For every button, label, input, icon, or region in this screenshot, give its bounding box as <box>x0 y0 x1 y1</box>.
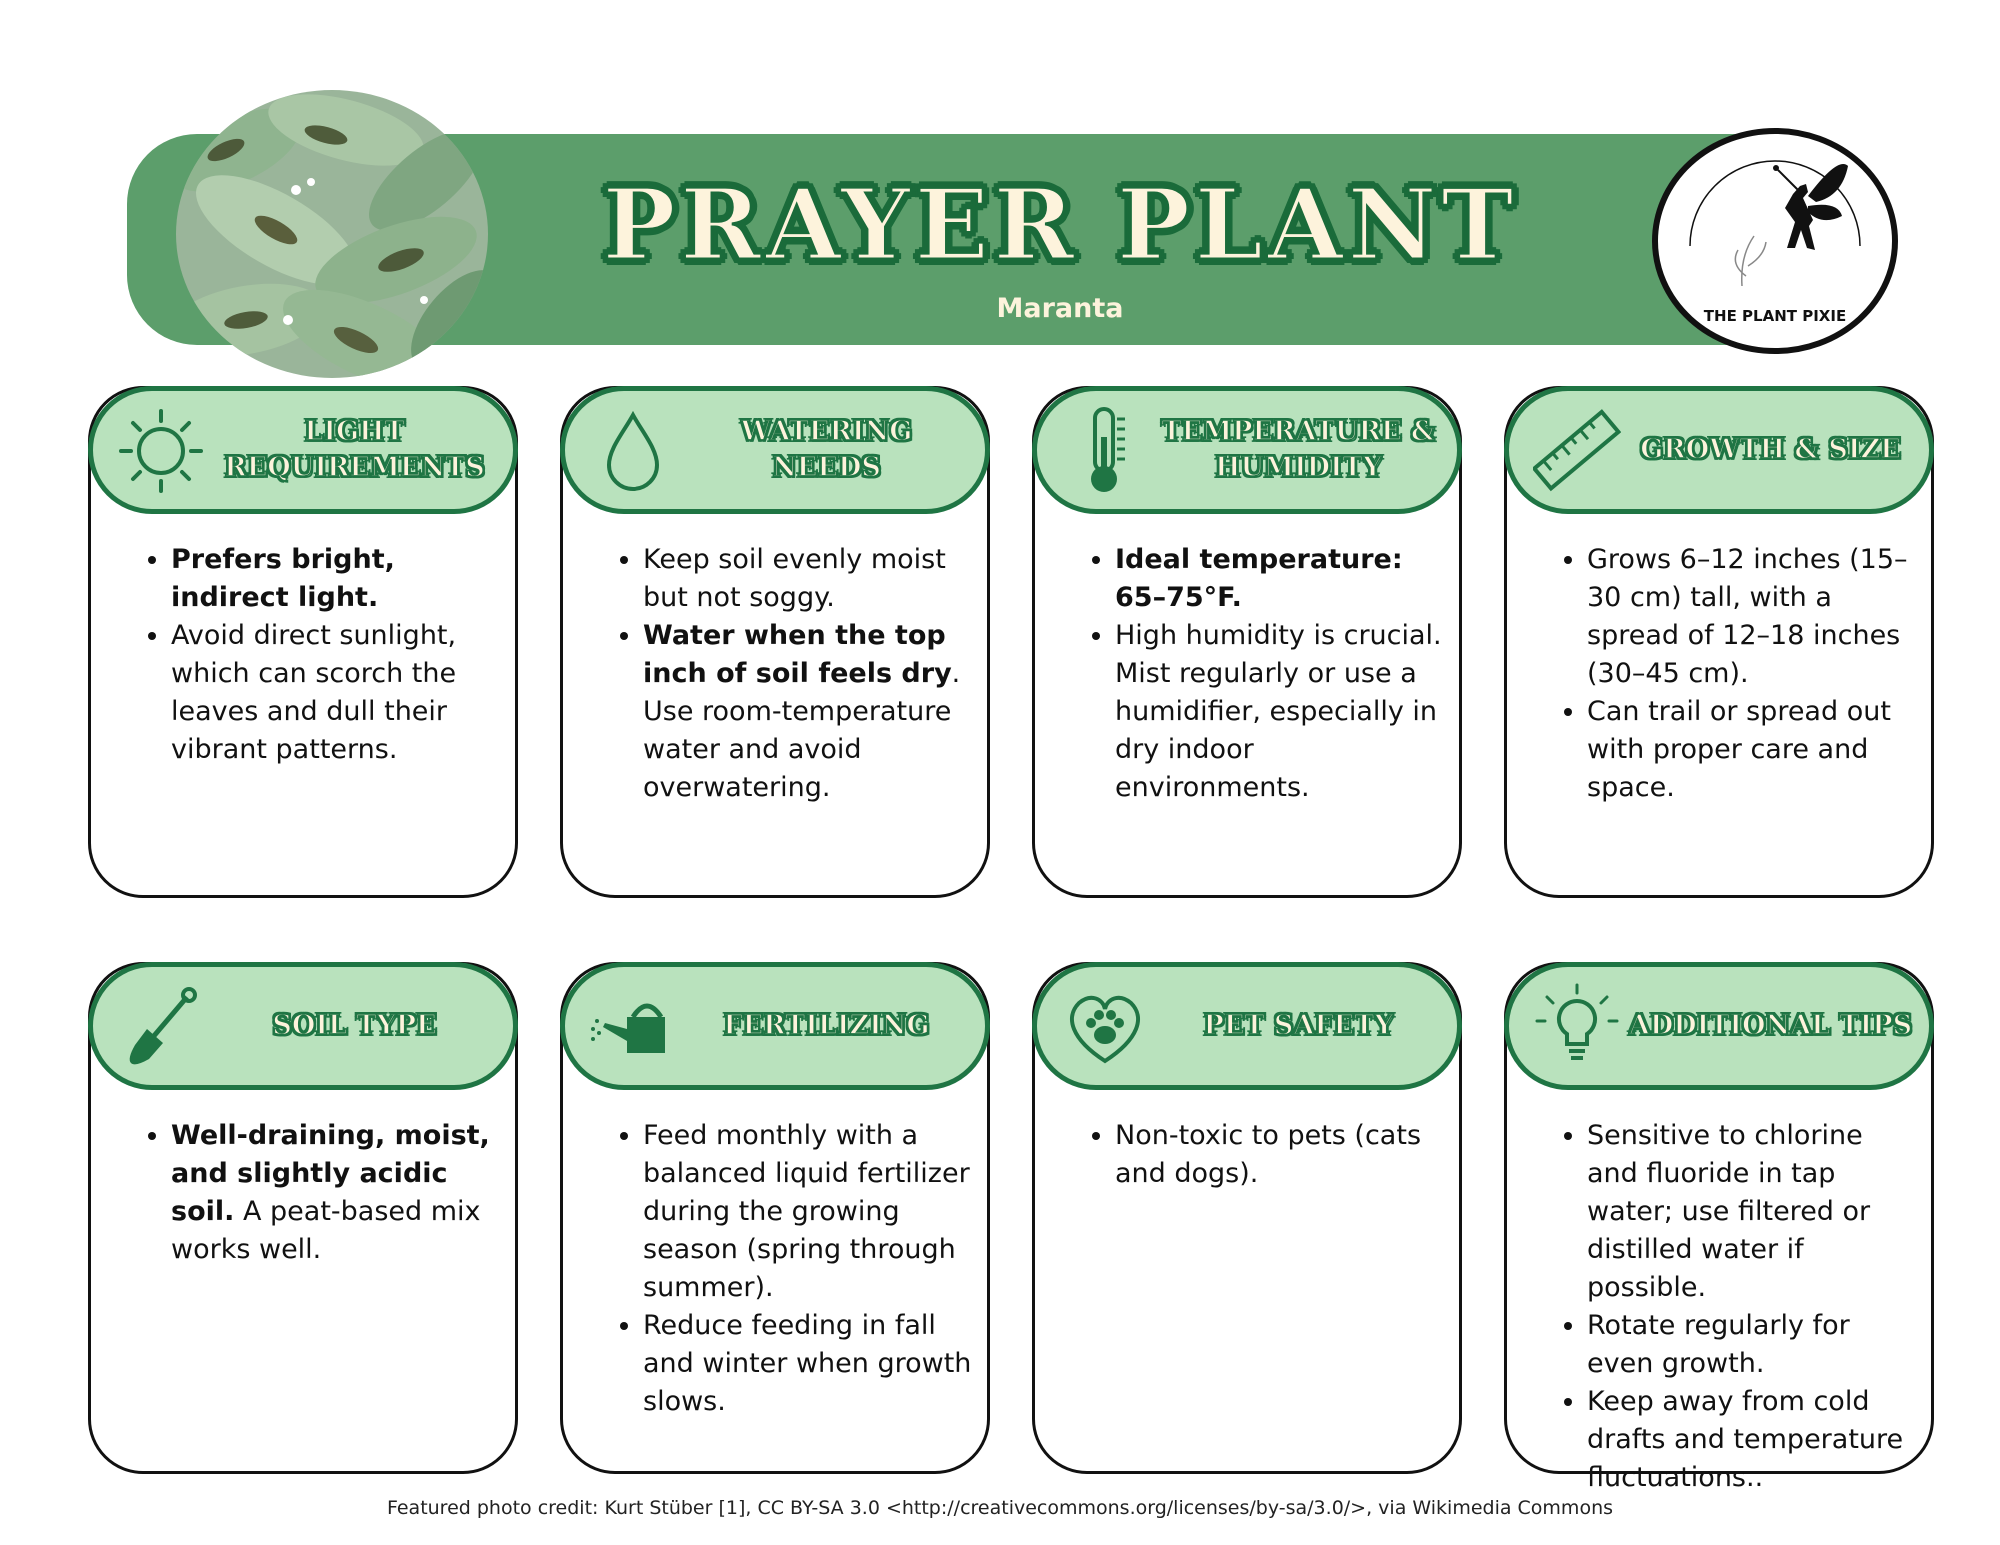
list-item: • Non-toxic to pets (cats and dogs). <box>1115 1117 1447 1193</box>
card-header <box>1504 962 1934 1090</box>
card-growth-size <box>1504 386 1934 898</box>
card-title: ADDITIONAL TIPS <box>1628 1009 1913 1041</box>
plant-photo <box>176 90 488 378</box>
list-item: • High humidity is crucial. Mist regularly or use a humidifier, especially in dry indoor environments. <box>1115 617 1447 807</box>
card-title: WATERING NEEDS <box>740 415 913 483</box>
card-header <box>1032 962 1462 1090</box>
list-item: • Ideal temperature: 65–75°F. <box>1115 541 1447 617</box>
list-item: • Feed monthly with a balanced liquid fertilizer during the growing season (spring through summer). <box>643 1117 975 1307</box>
sun-icon <box>117 407 205 495</box>
card-header <box>560 962 990 1090</box>
lightbulb-icon <box>1533 983 1621 1071</box>
card-title: TEMPERATURE & HUMIDITY <box>1161 415 1436 483</box>
card-body <box>135 541 503 769</box>
list-item: • Keep away from cold drafts and temperature fluctuations.. <box>1587 1383 1919 1497</box>
card-title: FERTILIZING <box>723 1009 930 1041</box>
card-watering-needs <box>560 386 990 898</box>
list-item: • Sensitive to chlorine and fluoride in tap water; use filtered or distilled water if possible. <box>1587 1117 1919 1307</box>
card-body <box>607 541 975 807</box>
card-header <box>88 962 518 1090</box>
list-item: • Well-draining, moist, and slightly acidic soil. A peat-based mix works well. <box>171 1117 503 1269</box>
card-body <box>1551 541 1919 807</box>
plant-pixie-logo <box>1650 126 1900 356</box>
card-body <box>1079 1117 1447 1193</box>
list-item: • Prefers bright, indirect light. <box>171 541 503 617</box>
water-drop-icon <box>589 407 677 495</box>
card-temperature-humidity <box>1032 386 1462 898</box>
card-body <box>607 1117 975 1421</box>
list-item: • Water when the top inch of soil feels dry. Use room-temperature water and avoid overwatering. <box>643 617 975 807</box>
card-body <box>135 1117 503 1269</box>
page-title: PRAYER PLANT <box>602 168 1518 283</box>
list-item: • Avoid direct sunlight, which can scorch the leaves and dull their vibrant patterns. <box>171 617 503 769</box>
card-body <box>1551 1117 1919 1497</box>
card-fertilizing <box>560 962 990 1474</box>
list-item: • Rotate regularly for even growth. <box>1587 1307 1919 1383</box>
card-body <box>1079 541 1447 807</box>
list-item: • Grows 6–12 inches (15–30 cm) tall, with a spread of 12–18 inches (30–45 cm). <box>1587 541 1919 693</box>
card-additional-tips <box>1504 962 1934 1493</box>
shovel-icon <box>117 983 205 1071</box>
card-header <box>560 386 990 514</box>
card-header <box>1032 386 1462 514</box>
card-soil-type <box>88 962 518 1474</box>
card-header <box>1504 386 1934 514</box>
watering-can-icon <box>589 983 677 1071</box>
list-item: • Reduce feeding in fall and winter when growth slows. <box>643 1307 975 1421</box>
ruler-icon <box>1533 407 1621 495</box>
list-item: • Can trail or spread out with proper care and space. <box>1587 693 1919 807</box>
card-title: PET SAFETY <box>1203 1009 1394 1041</box>
card-pet-safety <box>1032 962 1462 1474</box>
card-light-requirements <box>88 386 518 898</box>
thermometer-icon <box>1061 407 1149 495</box>
logo-text: THE PLANT PIXIE <box>1703 307 1847 325</box>
card-title: SOIL TYPE <box>272 1009 437 1041</box>
card-title: LIGHT REQUIREMENTS <box>224 415 485 483</box>
paw-heart-icon <box>1061 983 1149 1071</box>
list-item: • Keep soil evenly moist but not soggy. <box>643 541 975 617</box>
page-subtitle: Maranta <box>996 293 1124 324</box>
card-header <box>88 386 518 514</box>
card-title: GROWTH & SIZE <box>1640 433 1901 465</box>
photo-credit: Featured photo credit: Kurt Stüber [1], CC BY-SA 3.0 <http://creativecommons.org/licenses/by-sa/3.0/>, via Wikimedia Commons <box>386 1497 1614 1519</box>
